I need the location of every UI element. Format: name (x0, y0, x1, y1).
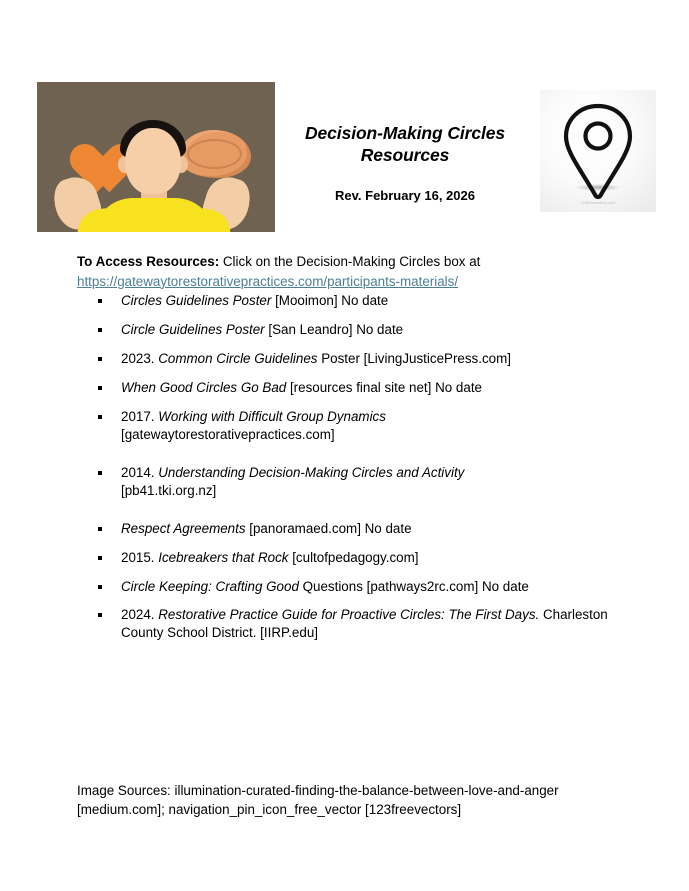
map-pin-image (540, 90, 656, 212)
page-title (282, 122, 528, 166)
bullet-icon (98, 556, 102, 560)
resource-source: Charleston County School District. [IIRP.edu] (121, 607, 608, 641)
bullet-icon (98, 471, 102, 475)
pin-watermark-text: 123freevectors.com (580, 201, 616, 205)
bullet-icon (98, 357, 102, 361)
resource-title: Icebreakers that Rock (158, 549, 289, 565)
resource-item (77, 379, 637, 397)
bullet-icon (98, 585, 102, 589)
resource-title: When Good Circles Go Bad (121, 379, 287, 395)
pin-shadow (575, 184, 621, 191)
brain-icon (179, 130, 251, 178)
resource-source: [San Leandro] No date (264, 321, 404, 337)
resource-source: [pb41.tki.org.nz] (121, 482, 217, 498)
resource-item (77, 549, 637, 567)
resource-year: 2014. (121, 464, 159, 480)
resource-source: [cultofpedagogy.com] (288, 549, 419, 565)
resource-source: [resources final site net] No date (286, 379, 482, 395)
bullet-icon (98, 328, 102, 332)
resource-source: [gatewaytorestorativepractices.com] (121, 426, 335, 442)
page-title-line-2: Resources (360, 145, 450, 166)
resource-year: 2015. (121, 549, 159, 565)
face-shape (125, 128, 181, 194)
resource-title: Circles Guidelines Poster (121, 293, 272, 308)
resource-item (77, 520, 637, 538)
resource-year: 2017. (121, 408, 159, 424)
resource-source: [panoramaed.com] No date (245, 520, 412, 536)
bullet-icon (98, 527, 102, 531)
title-block (282, 122, 528, 203)
page-title-line-1: Decision-Making Circles (305, 123, 505, 143)
resource-title: Understanding Decision-Making Circles and Activity (158, 464, 465, 480)
resource-item (77, 606, 637, 642)
heart-icon (59, 124, 117, 182)
resource-source: Questions [pathways2rc.com] No date (298, 578, 529, 594)
access-text: Click on the Decision-Making Circles box at (219, 254, 481, 270)
resource-source: [Mooimon] No date (271, 293, 389, 308)
revision-date: Rev. February 16, 2026 (335, 188, 475, 204)
participants-materials-link[interactable]: https://gatewaytorestorativepractices.com/participants-materials/ (77, 273, 459, 289)
bullet-icon (98, 415, 102, 419)
resource-item (77, 464, 637, 500)
resource-item (77, 350, 637, 368)
bullet-icon (98, 613, 102, 617)
resource-list (77, 292, 637, 653)
resource-title: Respect Agreements (121, 520, 246, 536)
resource-title: Restorative Practice Guide for Proactive Circles: The First Days. (158, 607, 540, 623)
access-instructions (77, 253, 617, 291)
resource-item (77, 578, 637, 596)
bullet-icon (98, 299, 102, 303)
document-header (0, 82, 689, 234)
resource-title: Working with Difficult Group Dynamics (158, 408, 386, 424)
resource-item (77, 321, 637, 339)
torso-shape (93, 198, 215, 232)
image-sources: Image Sources: illumination-curated-finding-the-balance-between-love-and-anger [medium.com]; navigation_pin_icon_free_vector [123freevectors] (77, 783, 559, 818)
bullet-icon (98, 386, 102, 390)
resource-source: Poster [LivingJusticePress.com] (317, 350, 511, 366)
resource-title: Circle Keeping: Crafting Good (121, 578, 299, 594)
resource-year: 2023. (121, 350, 159, 366)
resource-item (77, 408, 637, 444)
resource-title: Circle Guidelines Poster (121, 321, 265, 337)
heart-brain-illustration (37, 82, 275, 232)
resource-title: Common Circle Guidelines (158, 350, 318, 366)
resource-year: 2024. (121, 607, 159, 623)
access-label: To Access Resources: (77, 254, 220, 270)
resource-item (77, 292, 637, 310)
